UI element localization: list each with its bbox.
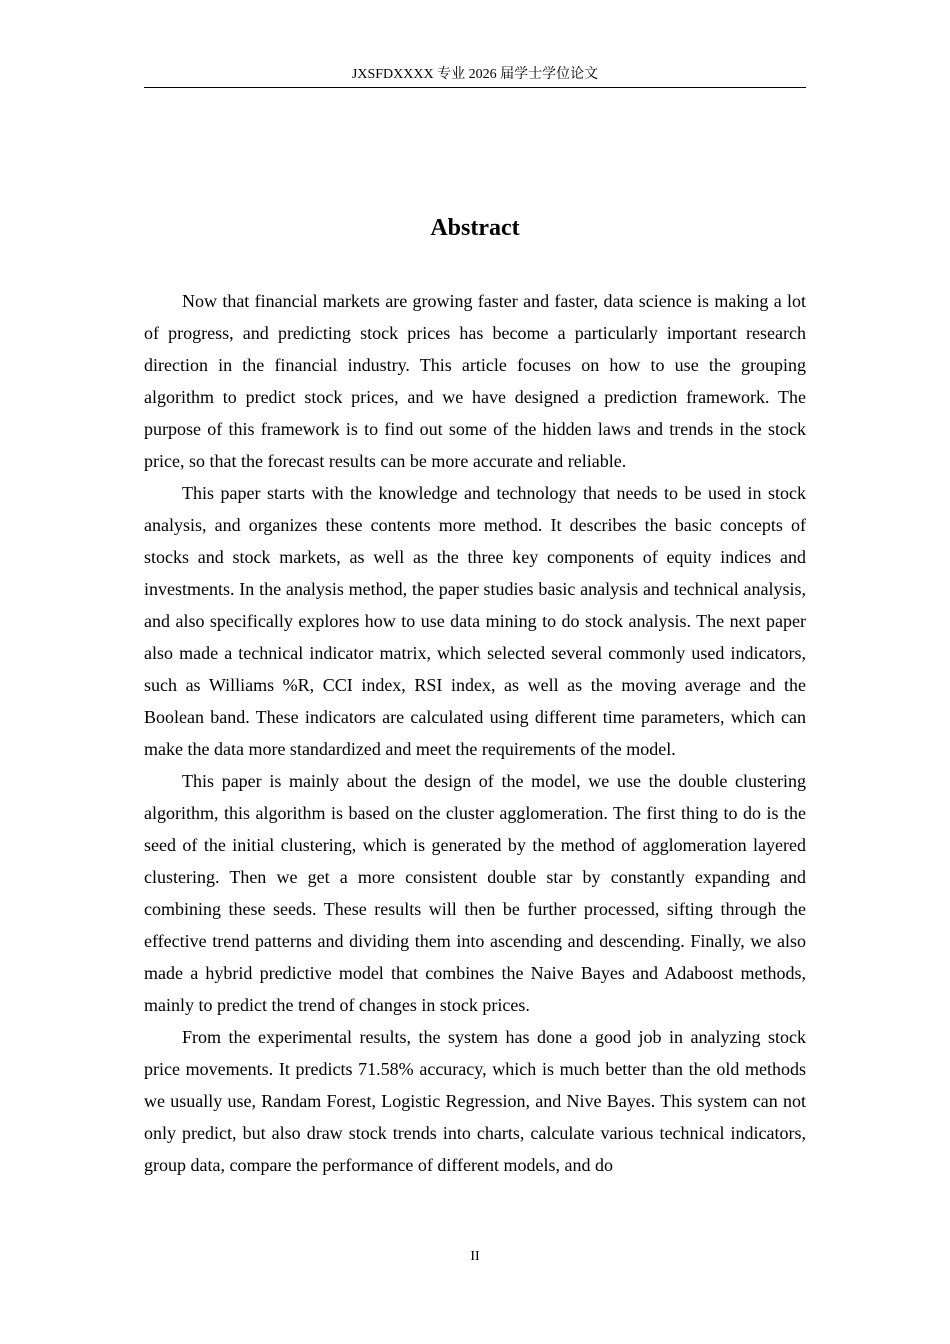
header-rule: [144, 87, 806, 88]
page-number: II: [470, 1249, 480, 1264]
abstract-paragraph-4: From the experimental results, the system has done a good job in analyzing stock price movements. It predicts 71.58% accuracy, which is much better than the old methods we usually use, Randam Forest, Logistic Regression, and Nive Bayes. This system can not only predict, but also draw stock trends into charts, calculate various technical indicators, group data, compare the performance of different models, and do: [144, 1027, 806, 1175]
running-header: JXSFDXXXX 专业 2026 届学士学位论文: [351, 67, 599, 82]
abstract-paragraph-2: This paper starts with the knowledge and technology that needs to be used in stock analysis, and organizes these contents more method. It describes the basic concepts of stocks and stock markets, as well as the three key components of equity indices and investments. In the analysis method, the paper studies basic analysis and technical analysis, and also specifically explores how to use data mining to do stock analysis. The next paper also made a technical indicator matrix, which selected several commonly used indicators, such as Williams %R, CCI index, RSI index, as well as the moving average and the Boolean band. These indicators are calculated using different time parameters, which can make the data more standardized and meet the requirements of the model.: [144, 483, 806, 759]
abstract-paragraph-1: Now that financial markets are growing faster and faster, data science is making a lot of progress, and predicting stock prices has become a particularly important research direction in the financial industry. This article focuses on how to use the grouping algorithm to predict stock prices, and we have designed a prediction framework. The purpose of this framework is to find out some of the hidden laws and trends in the stock price, so that the forecast results can be more accurate and reliable.: [144, 291, 806, 471]
abstract-body: [144, 285, 806, 1181]
abstract-paragraph-3: This paper is mainly about the design of the model, we use the double clustering algorithm, this algorithm is based on the cluster agglomeration. The first thing to do is the seed of the initial clustering, which is generated by the method of agglomeration layered clustering. Then we get a more consistent double star by constantly expanding and combining these seeds. These results will then be further processed, sifting through the effective trend patterns and dividing them into ascending and descending. Finally, we also made a hybrid predictive model that combines the Naive Bayes and Adaboost methods, mainly to predict the trend of changes in stock prices.: [144, 771, 806, 1015]
abstract-title: Abstract: [430, 215, 520, 241]
